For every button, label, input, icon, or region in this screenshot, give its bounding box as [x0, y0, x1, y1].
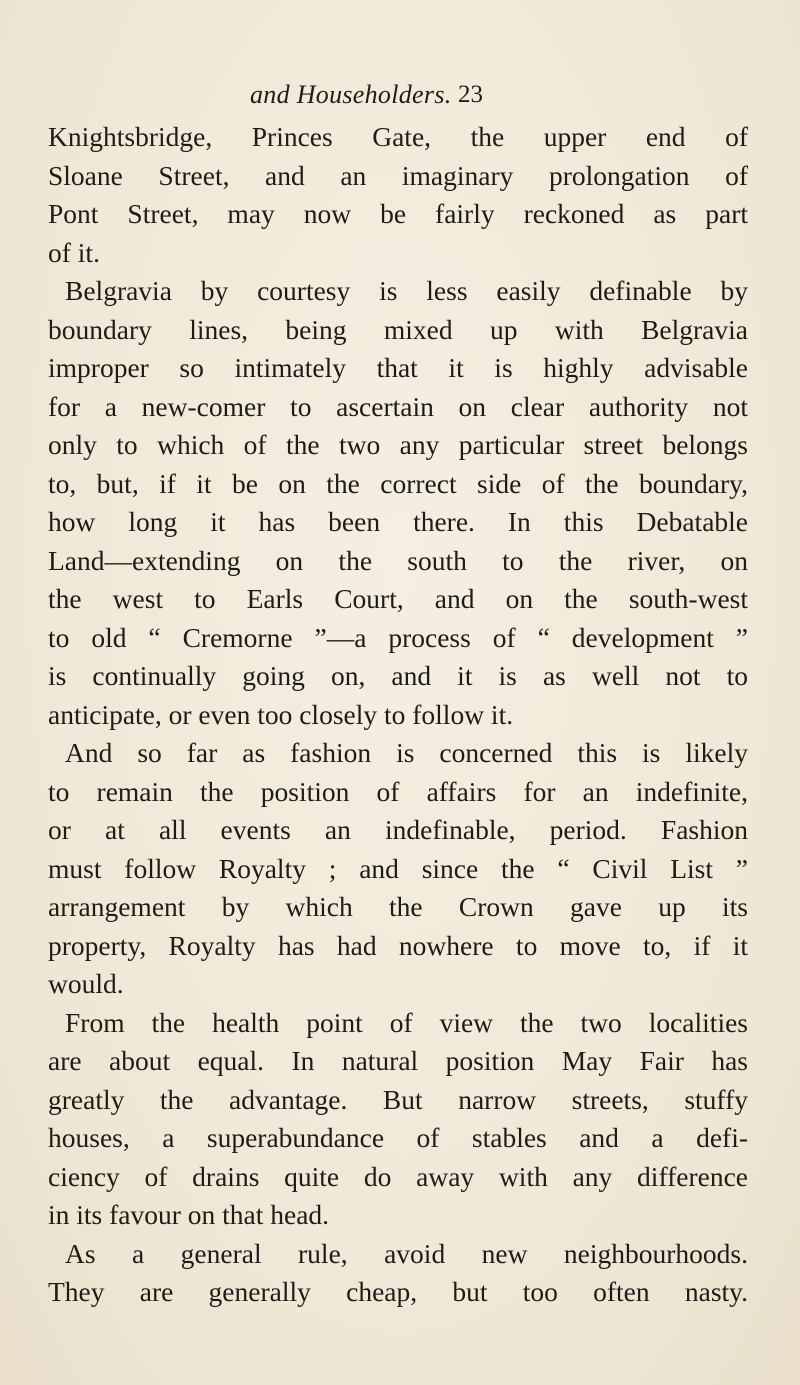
text-line: only to which of the two any particular street belongs: [48, 429, 748, 460]
text-line: Sloane Street, and an imaginary prolongation of: [48, 159, 748, 191]
text-line: must follow Royalty ; and since the “ Civil List ”: [48, 852, 748, 884]
text-line: ciency of drains quite do away with any difference: [48, 1160, 748, 1192]
text-line: houses, a superabundance of stables and a defi-: [48, 1122, 748, 1153]
text-line: Pont Street, may now be fairly reckoned as part: [48, 198, 748, 229]
text-line: the west to Earls Court, and on the south-west: [48, 583, 748, 614]
text-line: to remain the position of affairs for an indefinite,: [48, 775, 748, 807]
paragraph-start-line: As a general rule, avoid new neighbourhoods.: [65, 1237, 748, 1269]
text-line: arrangement by which the Crown gave up its: [48, 891, 748, 922]
text-line: improper so intimately that it is highly advisable: [48, 352, 748, 383]
text-line: or at all events an indefinable, period. Fashion: [48, 814, 748, 845]
text-line: anticipate, or even too closely to follow it.: [48, 698, 514, 730]
paragraph-start-line: And so far as fashion is concerned this is likely: [65, 737, 748, 768]
text-line: would.: [48, 968, 124, 999]
text-line: how long it has been there. In this Debatable: [48, 506, 748, 537]
page-number: 23: [458, 81, 483, 108]
text-line: Knightsbridge, Princes Gate, the upper end of: [48, 121, 748, 152]
text-line: in its favour on that head.: [48, 1199, 330, 1230]
text-line: property, Royalty has had nowhere to move to, if it: [48, 929, 748, 961]
text-line: greatly the advantage. But narrow streets, stuffy: [48, 1083, 748, 1115]
page-header: [0, 80, 800, 120]
paragraph-start-line: Belgravia by courtesy is less easily definable by: [65, 275, 748, 306]
text-line: Land—extending on the south to the river, on: [48, 544, 748, 576]
text-line: of it.: [48, 236, 100, 268]
paragraph-start-line: From the health point of view the two localities: [65, 1006, 748, 1038]
running-title: and Householders.: [250, 80, 452, 109]
text-line: to, but, if it be on the correct side of the boundary,: [48, 467, 748, 499]
text-line: They are generally cheap, but too often nasty.: [48, 1276, 748, 1307]
text-line: are about equal. In natural position May Fair has: [48, 1045, 748, 1076]
text-line: is continually going on, and it is as well not to: [48, 660, 748, 691]
text-line: boundary lines, being mixed up with Belgravia: [48, 313, 748, 345]
body-text: [48, 118, 748, 1312]
text-line: to old “ Cremorne ”—a process of “ development ”: [48, 621, 748, 653]
text-line: for a new-comer to ascertain on clear authority not: [48, 390, 748, 422]
